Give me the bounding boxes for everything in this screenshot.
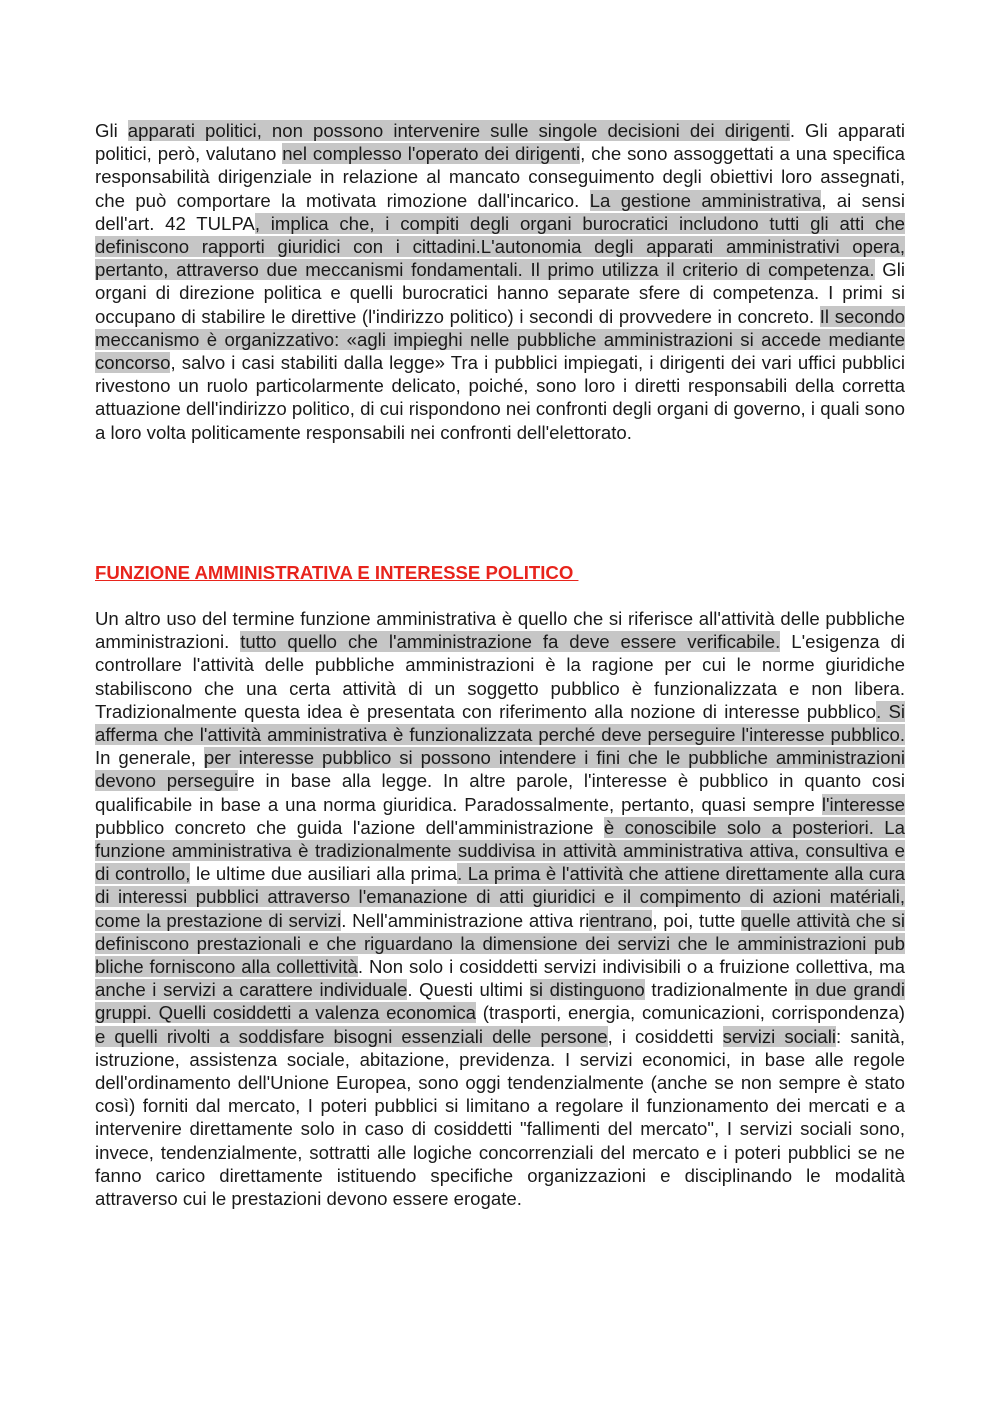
text-run: tradizionalmente <box>644 979 795 1001</box>
highlighted-text: quelle attività che si definiscono prestazionali e che riguardano la dimensione dei servizi che le amministrazioni pub bliche forniscono alla collettività <box>95 909 905 978</box>
highlighted-text: , implica che, i compiti degli organi burocratici includono tutti gli atti che definiscono rapporti giuridici con i cittadini.L'autonomia degli apparati amministrativi opera, pertanto, attraverso due meccanismi fondamentali. Il primo utilizza il criterio di competenza. <box>95 212 906 281</box>
text-run: L'esigenza di controllare l'attività delle pubbliche amministrazioni è la ragione per cui le norme giuridiche stabiliscono che una certa attività di un soggetto pubblico è funzionalizzata e non libera. Tradizionalmente questa idea è presentata con riferimento alla nozione di interesse pubblico <box>95 631 905 722</box>
highlighted-text: l'interesse <box>821 793 905 815</box>
text-run: : sanità, istruzione, assistenza sociale, abitazione, previdenza. I servizi economici, in base alle regole dell'ordinamento dell'Unione Europea, sono oggi tendenzialmente (anche se non sempre è stato così) forniti dal mercato, I poteri pubblici si limitano a regolare il funzionamento dei mercati e a intervenire direttamente solo in caso di cosiddetti "fallimenti del mercato", I servizi sociali sono, invece, tendenzialmente, sottratti alle logiche concorrenziali del mercato e i poteri pubblici se ne fanno carico direttamente istituendo specifiche organizzazioni e disciplinando le modalità attraverso cui le prestazioni devono essere erogate. <box>95 1025 905 1210</box>
text-run: re in base alla legge. In altre parole, l'interesse è pubblico in quanto cosi qualificabile in base a una norma giuridica. Paradossalmente, pertanto, quasi sempre <box>95 770 905 815</box>
text-run: In generale, <box>95 747 204 769</box>
highlighted-text: è conoscibile solo a posteriori. La funzione amministrativa è tradizionalmente suddivisa in attività amministrativa attiva, consultiva e di controllo, <box>95 816 905 885</box>
highlighted-text: anche i servizi a carattere individuale <box>95 979 408 1001</box>
text-run: pubblico concreto che guida l'azione dell'amministrazione <box>95 816 604 838</box>
highlighted-text: La gestione amministrativa <box>589 189 822 211</box>
highlighted-text: nel complesso l'operato dei dirigenti <box>282 143 581 165</box>
text-run: , ai sensi dell'art. 42 TULPA <box>95 189 905 234</box>
text-run: , che sono assoggettati a una specifica responsabilità dirigenziale in relazione al mancato conseguimento degli obiettivi loro assegnati, che può comportare la motivata rimozione dall'incarico. <box>95 143 905 211</box>
highlighted-text: entrano <box>589 909 653 931</box>
highlighted-text: servizi sociali <box>722 1025 836 1047</box>
text-run: . Nell'amministrazione attiva ri <box>341 909 590 931</box>
text-run: , i cosiddetti <box>607 1025 723 1047</box>
text-run: Gli <box>95 120 128 141</box>
highlighted-text: si distinguono <box>529 979 645 1001</box>
highlighted-text: e quelli rivolti a soddisfare bisogni essenziali delle persone <box>95 1025 608 1047</box>
text-run: . Gli apparati politici, però, valutano <box>95 120 905 165</box>
highlighted-text: tutto quello che l'amministrazione fa deve essere verificabile. <box>240 631 781 653</box>
section-heading: FUNZIONE AMMINISTRATIVA E INTERESSE POLITICO <box>95 562 579 583</box>
paragraph-funzione-amministrativa <box>95 607 905 1210</box>
highlighted-text: . La prima è l'attività che attiene direttamente alla cura di interessi pubblici attraverso l'emanazione di atti giuridici e il compimento di azioni matériali, come la prestazione di servizi <box>95 863 906 931</box>
text-run: Un altro uso del termine funzione amministrativa è quello che si riferisce all'attività delle pubbliche amministrazioni. <box>95 608 905 653</box>
text-run: le ultime due ausiliari alla prima <box>190 863 458 885</box>
text-run: , poi, tutte <box>652 909 741 931</box>
highlighted-text: in due grandi gruppi. Quelli cosiddetti a valenza economica <box>95 979 906 1024</box>
highlighted-text: . Si afferma che l'attività amministrativa è funzionalizzata perché deve perseguire l'interesse pubblico. <box>95 700 905 746</box>
highlighted-text: per interesse pubblico si possono intendere i fini che le pubbliche amministrazioni devono persegui <box>95 747 905 792</box>
text-run: , salvo i casi stabiliti dalla legge» Tra i pubblici impiegati, i dirigenti dei vari uffici pubblici rivestono un ruolo particolarmente delicato, poiché, sono loro i diretti responsabili della corretta attuazione dell'indirizzo politico, di cui rispondono nei confronti degli organi di governo, i quali sono a loro volta politicamente responsabili nei confronti dell'elettorato. <box>95 352 905 443</box>
text-run: Gli organi di direzione politica e quelli burocratici hanno separate sfere di competenza. I primi si occupano di stabilire le direttive (l'indirizzo politico) i secondi di provvedere in concreto. <box>95 259 905 327</box>
paragraph-apparati-politici <box>95 119 905 444</box>
text-run: . Non solo i cosiddetti servizi indivisibili o a fruizione collettiva, ma <box>357 956 905 978</box>
text-run: (trasporti, energia, comunicazioni, corrispondenza) <box>476 1002 905 1024</box>
highlighted-text: Il secondo meccanismo è organizzativo: «agli impieghi nelle pubbliche amministrazioni si accede mediante concorso <box>95 305 905 374</box>
text-run: . Questi ultimi <box>407 979 530 1001</box>
highlighted-text: apparati politici, non possono intervenire sulle singole decisioni dei dirigenti <box>127 120 790 141</box>
